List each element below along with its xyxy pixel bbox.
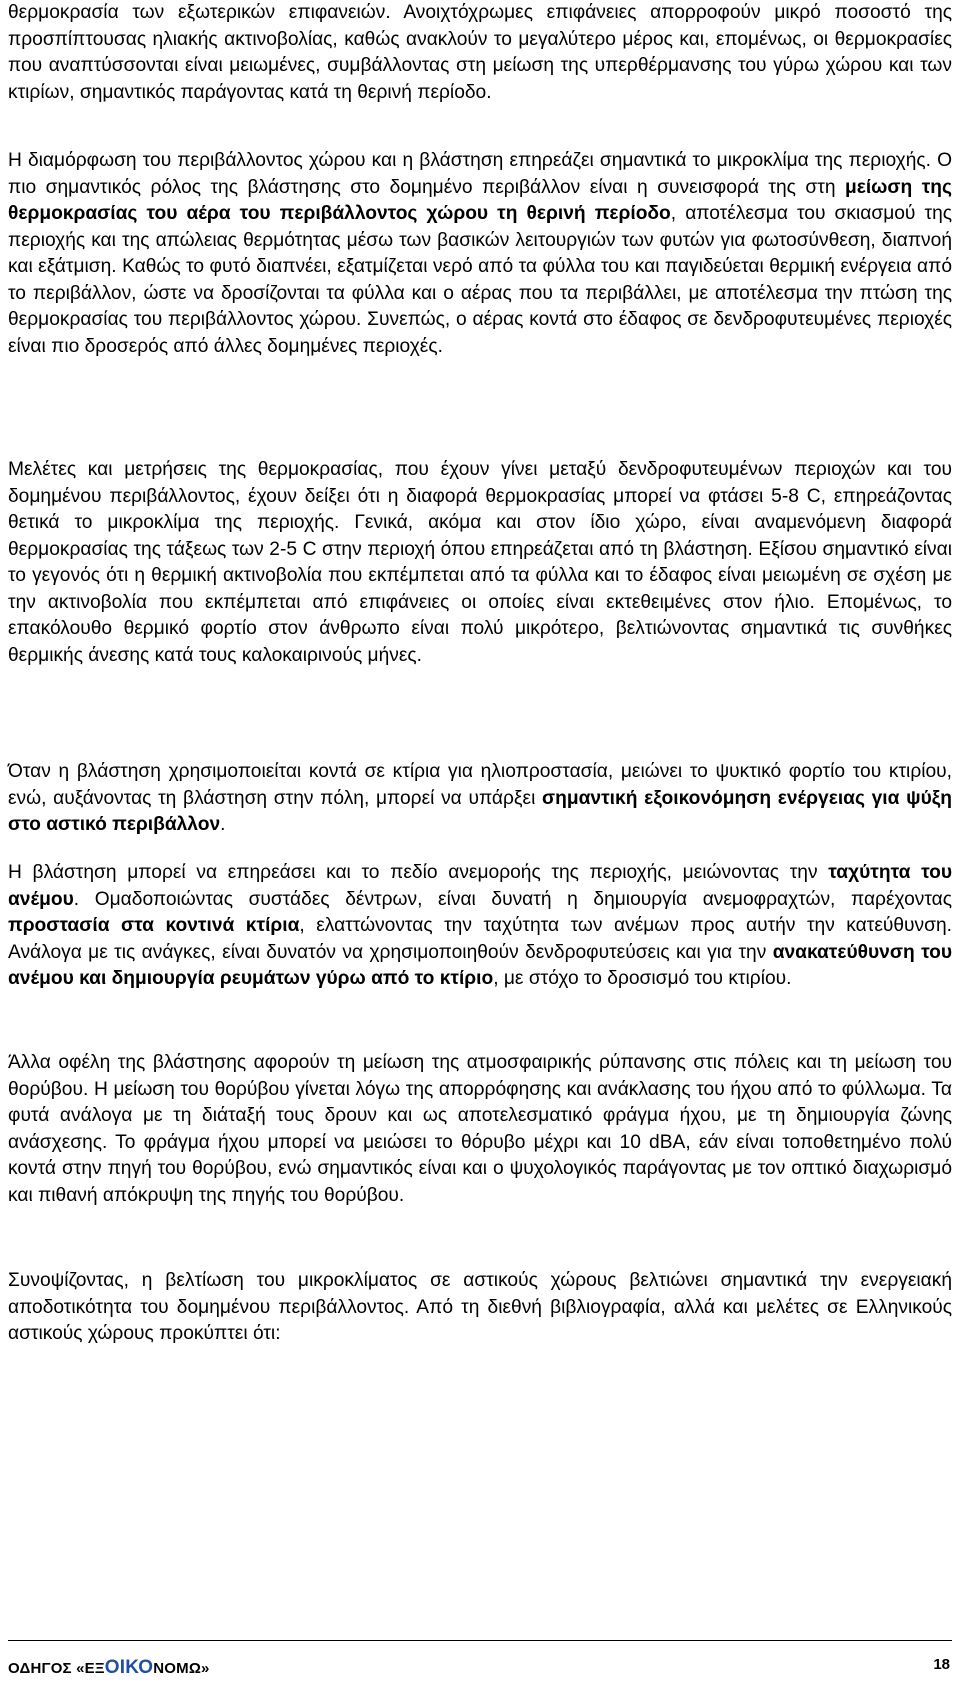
- page-number: 18: [933, 1656, 950, 1673]
- guide-title-suffix: ΝΟΜΩ»: [153, 1660, 210, 1677]
- bold-phrase: σημαντική εξοικονόμηση ενέργειας για ψύξη στο αστικό περιβάλλον: [8, 787, 952, 835]
- text-run: , αποτέλεσμα του σκιασμού της περιοχής και της απώλειας θερμότητας μέσω των βασικών λειτουργιών των φυτών για φωτοσύνθεση, διαπνοή και εξάτμιση. Καθώς το φυτό διαπνέει, εξατμίζεται νερό από τα φύλλα του και παγιδεύεται θερμική ενέργεια από το περιβάλλον, ώστε να δροσίζονται τα φύλλα και ο αέρας που τα περιβάλλει, με αποτέλεσμα την πτώση της θερμοκρασίας του περιβάλλοντος χώρου. Συνεπώς, ο αέρας κοντά στο έδαφος σε δενδροφυτευμένες περιοχές είναι πιο δροσερός από άλλες δομημένες περιοχές.: [8, 203, 952, 357]
- text-run: Όταν η βλάστηση χρησιμοποιείται κοντά σε κτίρια για ηλιοπροστασία, μειώνει το ψυκτικό φορτίο του κτιρίου, ενώ, αυξάνοντας τη βλάστηση στην πόλη, μπορεί να υπάρξει: [8, 761, 952, 809]
- text-run: Η βλάστηση μπορεί να επηρεάσει και το πεδίο ανεμορoής της περιοχής, μειώνοντας την: [8, 862, 829, 883]
- page-footer: [8, 1640, 952, 1685]
- paragraph-3: [8, 457, 952, 669]
- text-run: θερμοκρασία των εξωτερικών επιφανειών. Ανοιχτόχρωμες επιφάνειες απορροφούν μικρό ποσοστό της προσπίπτουσας ηλιακής ακτινοβολίας, καθώς ανακλούν το μεγαλύτερο μέρος και, επομένως, οι θερμοκρασίες που αναπτύσσονται είναι μειωμένες, συμβάλλοντας στη μείωση της υπερθέρμανσης του γύρω χώρου και των κτιρίων, σημαντικός παράγοντας κατά τη θερινή περίοδο.: [8, 2, 952, 103]
- text-run: Συνοψίζοντας, η βελτίωση του μικροκλίματος σε αστικούς χώρους βελτιώνει σημαντικά την ενεργειακή αποδοτικότητα του δομημένου περιβάλλοντος. Από τη διεθνή βιβλιογραφία, αλλά και μελέτες σε Ελληνικούς αστικούς χώρους προκύπτει ότι:: [8, 1270, 952, 1344]
- bold-phrase: ταχύτητα του ανέμου: [8, 862, 952, 910]
- text-run: Μελέτες και μετρήσεις της θερμοκρασίας, που έχουν γίνει μεταξύ δενδροφυτευμένων περιοχών και του δομημένου περιβάλλοντος, έχουν δείξει ότι η διαφορά θερμοκρασίας μπορεί να φτάσει 5-8 C, επηρεάζοντας θετικά το μικροκλίμα της περιοχής. Γενικά, ακόμα και στον ίδιο χώρο, είναι αναμενόμενη διαφορά θερμοκρασίας της τάξεως των 2-5 C στην περιοχή όπου επηρεάζεται από τη βλάστηση. Εξίσου σημαντικό είναι το γεγονός ότι η θερμική ακτινοβολία που εκπέμπεται από τα φύλλα και το έδαφος είναι μειωμένη σε σχέση με την ακτινοβολία που εκπέμπεται από επιφάνειες οι οποίες είναι εκτεθειμένες στον ήλιο. Επομένως, το επακόλουθο θερμικό φορτίο στον άνθρωπο είναι πολύ μικρότερο, βελτιώνοντας σημαντικά τις συνθήκες θερμικής άνεσης κατά τους καλοκαιρινούς μήνες.: [8, 459, 952, 666]
- paragraph-5: [8, 860, 952, 993]
- text-run: Η διαμόρφωση του περιβάλλοντος χώρου και η βλάστηση επηρεάζει σημαντικά το μικροκλίμα της περιοχής. Ο πιο σημαντικός ρόλος της βλάστησης στο δομημένο περιβάλλον είναι η συνεισφορά της στη: [8, 150, 952, 198]
- paragraph-2: [8, 148, 952, 360]
- text-run: Άλλα οφέλη της βλάστησης αφορούν τη μείωση της ατμοσφαιρικής ρύπανσης στις πόλεις και τη μείωση του θορύβου. Η μείωση του θορύβου γίνεται λόγω της απορρόφησης και ανάκλασης του ήχου από το φύλλωμα. Τα φυτά ανάλογα με τη διάταξή τους δρουν και ως αποτελεσματικό φράγμα ήχου, με τη δημιουργία ζώνης ανάσχεσης. Το φράγμα ήχου μπορεί να μειώσει το θόρυβο μέχρι και 10 dBA, εάν είναι τοποθετημένο πολύ κοντά στην πηγή του θορύβου, ενώ σημαντικός είναι και ο ψυχολογικός παράγοντας με τον οπτικό διαχωρισμό και πιθανή απόκρυψη της πηγής του θορύβου.: [8, 1052, 952, 1206]
- guide-title-prefix: ΟΔΗΓΟΣ «ΕΞ: [8, 1660, 105, 1677]
- text-run: , ελαττώνοντας την ταχύτητα των ανέμων προς αυτήν την κατεύθυνση. Ανάλογα με τις ανάγκες, είναι δυνατόν να χρησιμοποιηθούν δενδροφυτεύσεις και για την: [8, 915, 952, 963]
- guide-title: [8, 1657, 210, 1679]
- text-run: . Ομαδοποιώντας συστάδες δέντρων, είναι δυνατή η δημιουργία ανεμοφραχτών, παρέχοντας: [73, 888, 952, 910]
- text-run: .: [220, 814, 226, 835]
- paragraph-1: [8, 0, 952, 106]
- guide-title-accent: ΟΙΚΟ: [104, 1657, 154, 1678]
- paragraph-4: [8, 759, 952, 839]
- bold-phrase: μείωση της θερμοκρασίας του αέρα του περιβάλλοντος χώρου τη θερινή περίοδο: [8, 176, 952, 224]
- paragraph-6: [8, 1050, 952, 1209]
- bold-phrase: ανακατεύθυνση του ανέμου και δημιουργία ρευμάτων γύρω από το κτίριο: [8, 941, 953, 989]
- text-run: , με στόχο το δροσισμό του κτιρίου.: [493, 968, 792, 989]
- paragraph-7: [8, 1268, 952, 1348]
- bold-phrase: προστασία στα κοντινά κτίρια: [8, 915, 300, 936]
